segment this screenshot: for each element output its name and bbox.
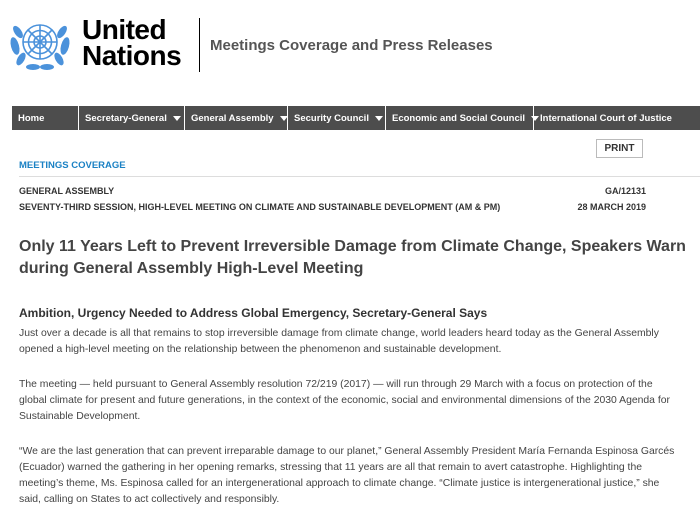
nav-item-label: Home (18, 112, 45, 124)
nav-item-ecosoc[interactable] (386, 106, 534, 130)
nav-item-security-council[interactable] (288, 106, 386, 130)
section-link-meetings-coverage[interactable]: MEETINGS COVERAGE (19, 160, 126, 171)
caret-down-icon (173, 116, 181, 121)
site-title[interactable]: Meetings Coverage and Press Releases (210, 37, 493, 54)
meta-date: 28 MARCH 2019 (577, 202, 646, 212)
nav-item-icj[interactable] (534, 106, 670, 130)
meta-body: GENERAL ASSEMBLY (19, 186, 115, 196)
nav-item-label: Secretary-General (85, 112, 167, 124)
caret-down-icon (280, 116, 288, 121)
main-nav (12, 106, 700, 130)
article-subhead: Ambition, Urgency Needed to Address Global Emergency, Secretary-General Says (19, 306, 488, 320)
article-headline: Only 11 Years Left to Prevent Irreversible Damage from Climate Change, Speakers Warn during General Assembly High-Level Meeting (19, 238, 686, 277)
article-paragraph: “We are the last generation that can prevent irreparable damage to our planet,” General Assembly President María Fernanda Espinosa Garcés (Ecuador) warned the gathering in her opening remarks, stressing that 11 years are all that remain to avert catastrophe. Highlighting the meeting’s theme, Ms. Espinosa called for an intergenerational approach to climate change. “Climate justice is intergenerational justice,” she said, calling on States to act collectively and responsibly. (19, 446, 675, 505)
site-header (0, 0, 700, 86)
meta-session: SEVENTY-THIRD SESSION, HIGH-LEVEL MEETING ON CLIMATE AND SUSTAINABLE DEVELOPMENT (AM & PM) (19, 202, 501, 212)
nav-item-general-assembly[interactable] (185, 106, 288, 130)
meta-doc-number: GA/12131 (604, 186, 646, 196)
un-wordmark[interactable] (82, 14, 182, 71)
caret-down-icon (375, 116, 383, 121)
header-divider (199, 18, 200, 72)
nav-item-label: Security Council (294, 112, 369, 124)
logo-line-nations: Nations (82, 40, 182, 71)
nav-item-label: International Court of Justice (540, 112, 672, 124)
nav-item-secretary-general[interactable] (79, 106, 185, 130)
print-button[interactable]: PRINT (596, 139, 643, 158)
nav-item-label: General Assembly (191, 112, 274, 124)
logo-line-united: United (82, 14, 167, 45)
nav-item-home[interactable] (12, 106, 79, 130)
nav-item-label: Economic and Social Council (392, 112, 526, 124)
article-paragraph: The meeting — held pursuant to General Assembly resolution 72/219 (2017) — will run through 29 March with a focus on protection of the global climate for present and future generations, in the context of the economic, social and environmental dimensions of the 2030 Agenda for Sustainable Development. (19, 379, 670, 422)
un-emblem-icon[interactable] (7, 16, 73, 72)
article-paragraph: Just over a decade is all that remains to stop irreversible damage from climate change, world leaders heard today as the General Assembly opened a high-level meeting on the relationship between the phenomenon and sustainable development. (19, 328, 659, 355)
meta-divider (19, 176, 700, 177)
